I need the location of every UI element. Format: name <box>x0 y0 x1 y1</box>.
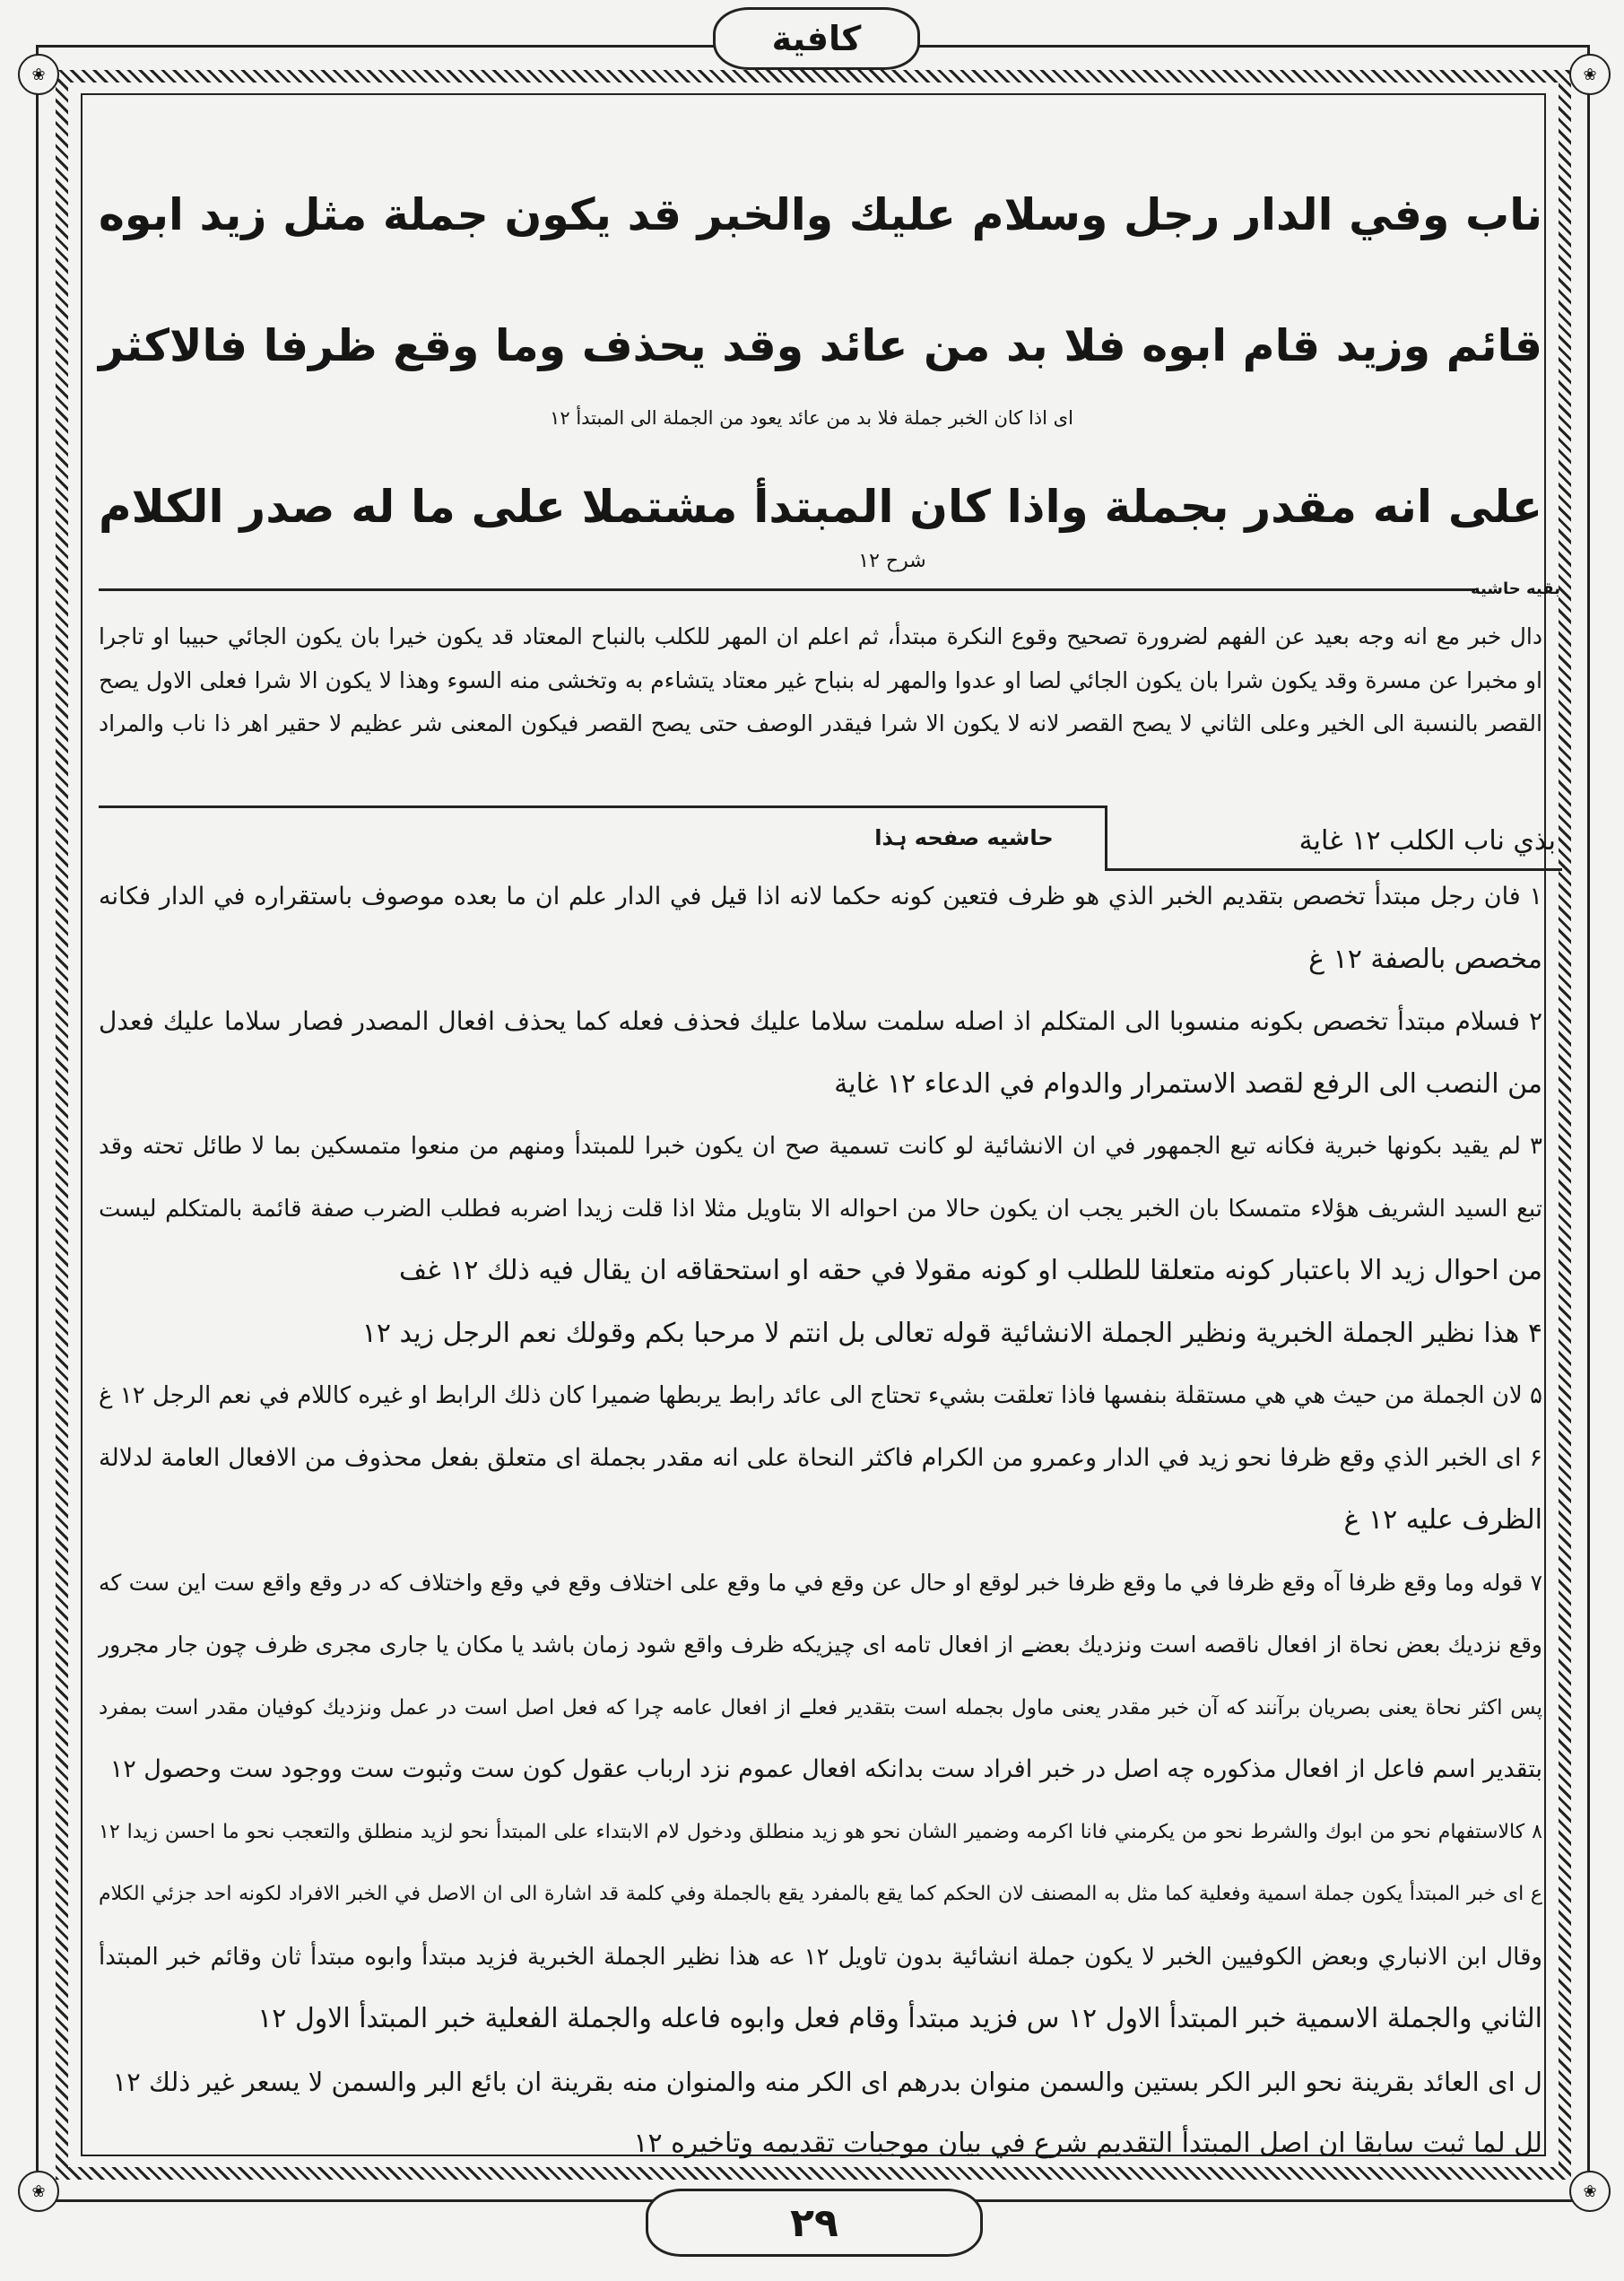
footnote-line: من احوال زيد الا باعتبار كونه متعلقا للطلب او كونه مقولا في حقه او استحقاقه ان يقال فيه ذلك ۱۲ غف <box>399 1255 1542 1286</box>
page-number: ۲۹ <box>646 2189 983 2257</box>
footnote-line: لل لما ثبت سابقا ان اصل المبتدأ التقديم شرع في بيان موجبات تقديمه وتاخيره ۱۲ <box>633 2128 1542 2159</box>
footnote-line: بتقدير اسم فاعل از افعال مذكوره چه اصل در خبر افراد ست بدانكه افعال عموم نزد ارباب عقول كون ست وثبوت ست ووجود ست وحصول ۱۲ <box>109 1755 1542 1783</box>
hashiya-line: القصر بالنسبة الى الخير وعلى الثاني لا يصح القصر لانه لا يكون الا شرا فيقدر الوصف حتى يصح القصر فيكون المعنى شر عظيم لا حقير اهر ذا ناب والمراد <box>99 710 1542 736</box>
main-text-line: قائم وزيد قام ابوه فلا بد من عائد وقد يحذف وما وقع ظرفا فالاكثر <box>99 320 1542 371</box>
footnote-line: وقال ابن الانباري وبعض الكوفيين الخبر لا يكون جملة انشائية بدون تاويل ۱۲ عه هذا نظير الجملة الخبرية فزيد مبتدأ وابوه مبتدأ ثان وقائم خبر المبتدأ <box>99 1944 1542 1971</box>
footnote-line: ۸ كالاستفهام نحو من ابوك والشرط نحو من يكرمني فانا اكرمه وضمير الشان نحو هو زيد منطلق ودخول لام الابتداء على المبتدأ نحو لزيد منطلق والتعجب نحو ما احسن زيدا ۱۲ <box>99 1821 1542 1843</box>
footnote-line: مخصص بالصفة ۱۲ غ <box>1308 944 1542 975</box>
hashiya-line: دال خبر مع انه وجه بعيد عن الفهم لضرورة تصحيح وقوع النكرة مبتدأ، ثم اعلم ان المهر للكلب بالنباح المعتاد قد يكون خيرا بان يكون الجائي حبيبا او تاجرا <box>99 623 1542 649</box>
main-text-line: على انه مقدر بجملة واذا كان المبتدأ مشتملا على ما له صدر الكلام <box>99 481 1542 533</box>
main-text-line: ناب وفي الدار رجل وسلام عليك والخبر قد يكون جملة مثل زيد ابوه <box>99 189 1542 240</box>
divider <box>99 805 1107 808</box>
footnote-line: ع اى خبر المبتدأ يكون جملة اسمية وفعلية كما مثل به المصنف لان الحكم كما يقع بالمفرد يقع بالجملة وفي كلمة قد اشارة الى ان الاصل في الخبر الافراد لكونه احد جزئي الكلام <box>99 1883 1542 1905</box>
footnote-line: الظرف عليه ۱۲ غ <box>1343 1504 1542 1536</box>
footnote-line: الثاني والجملة الاسمية خبر المبتدأ الاول ۱۲ س فزيد مبتدأ وقام فعل وابوه فاعله والجملة الفعلية خبر المبتدأ الاول ۱۲ <box>257 2003 1542 2034</box>
corner-ornament-icon: ❀ <box>1569 54 1611 95</box>
corner-ornament-icon: ❀ <box>1569 2171 1611 2212</box>
sharh-reference: شرح ۱۲ <box>858 550 926 572</box>
footnote-line: ۷ قوله وما وقع ظرفا آه وقع ظرفا في ما وقع ظرفا خبر لوقع او حال عن وقع في ما وقع على اختلاف وقع في وقع واختلاف كه در وقع واقع ست اين ست كه <box>99 1570 1542 1596</box>
corner-ornament-icon: ❀ <box>18 2171 59 2212</box>
footnote-line: ل اى العائد بقرينة نحو البر الكر بستين والسمن منوان بدرهم اى الكر منه والمنوان منه بقرينة ان بائع البر والسمن لا يسعر غير ذلك ۱۲ <box>112 2067 1542 2097</box>
running-title: كافية <box>713 7 920 70</box>
footnote-line: ۴ هذا نظير الجملة الخبرية ونظير الجملة الانشائية قوله تعالى بل انتم لا مرحبا بكم وقولك نعم الرجل زيد ۱۲ <box>361 1318 1542 1349</box>
hashiya-continued-label: بقیه حاشیه <box>1471 579 1560 598</box>
footnote-line: ۱ فان رجل مبتدأ تخصص بتقديم الخبر الذي هو ظرف فتعين كونه حكما لانه اذا قيل في الدار علم ان ما بعده موصوف باستقراره في الدار فكانه <box>99 883 1542 910</box>
divider <box>1105 805 1107 870</box>
footnote-line: وقع نزديك بعض نحاة از افعال ناقصه است ونزديك بعضے از افعال تامه اى چيزيكه ظرف واقع شود زمان باشد يا مكان يا جارى مجرى ظرف چون جار مجرور <box>99 1632 1542 1658</box>
footnote-line: ۳ لم يقيد بكونها خبرية فكانه تبع الجمهور في ان الانشائية لو كانت تسمية صح ان يكون خبرا للمبتدأ ومنهم من منعوا متمسكين بما لا طائل تحته وقد <box>99 1133 1542 1160</box>
footnotes-label: حاشیه صفحه ہذا <box>874 825 1054 850</box>
divider <box>99 588 1475 591</box>
footnote-line: پس اكثر نحاة يعنى بصريان برآنند كه آن خبر مقدر يعنى ماول بجمله است بتقدير فعلے از افعال عامه چرا كه فعل اصل است در عمل ونزديك كوفيان مقدر است بمفرد <box>99 1696 1542 1719</box>
footnote-line: ۶ اى الخبر الذي وقع ظرفا نحو زيد في الدار وعمرو من الكرام فاكثر النحاة على انه مقدر بجملة اى متعلق بفعل محذوف من الافعال العامة لدلالة <box>99 1444 1542 1472</box>
hashiya-last-line: بذي ناب الكلب ۱۲ غاية <box>1298 825 1556 857</box>
hashiya-line: او مخبرا عن مسرة وقد يكون شرا بان يكون الجائي لصا او عدوا والمهر له بنباح غير معتاد يتشاءم به وتخشى منه السوء وهذا لا يكون الا شرا فعلى الاول يصح <box>99 667 1542 693</box>
corner-ornament-icon: ❀ <box>18 54 59 95</box>
footnote-line: من النصب الى الرفع لقصد الاستمرار والدوام في الدعاء ۱۲ غاية <box>834 1068 1542 1100</box>
interlinear-gloss: اى اذا كان الخبر جملة فلا بد من عائد يعود من الجملة الى المبتدأ ۱۲ <box>550 407 1073 429</box>
divider <box>1105 868 1562 871</box>
footnote-line: ۵ لان الجملة من حيث هي هي مستقلة بنفسها فاذا تعلقت بشيء تحتاج الى عائد رابط يربطها ضميرا كان ذلك الرابط او غيره كاللام في نعم الرجل ۱۲ غ <box>99 1382 1542 1409</box>
footnote-line: ۲ فسلام مبتدأ تخصص بكونه منسوبا الى المتكلم اذ اصله سلمت سلاما عليك فحذف فعله كما يحذف افعال المصدر فصار سلاما عليك فعدل <box>99 1006 1542 1036</box>
footnote-line: تبع السيد الشريف هؤلاء متمسكا بان الخبر يجب ان يكون حالا من احواله الا بتاويل مثلا اذا قلت زيدا اضربه فطلب الضرب صفة قائمة بالمتكلم ليست <box>99 1196 1542 1223</box>
